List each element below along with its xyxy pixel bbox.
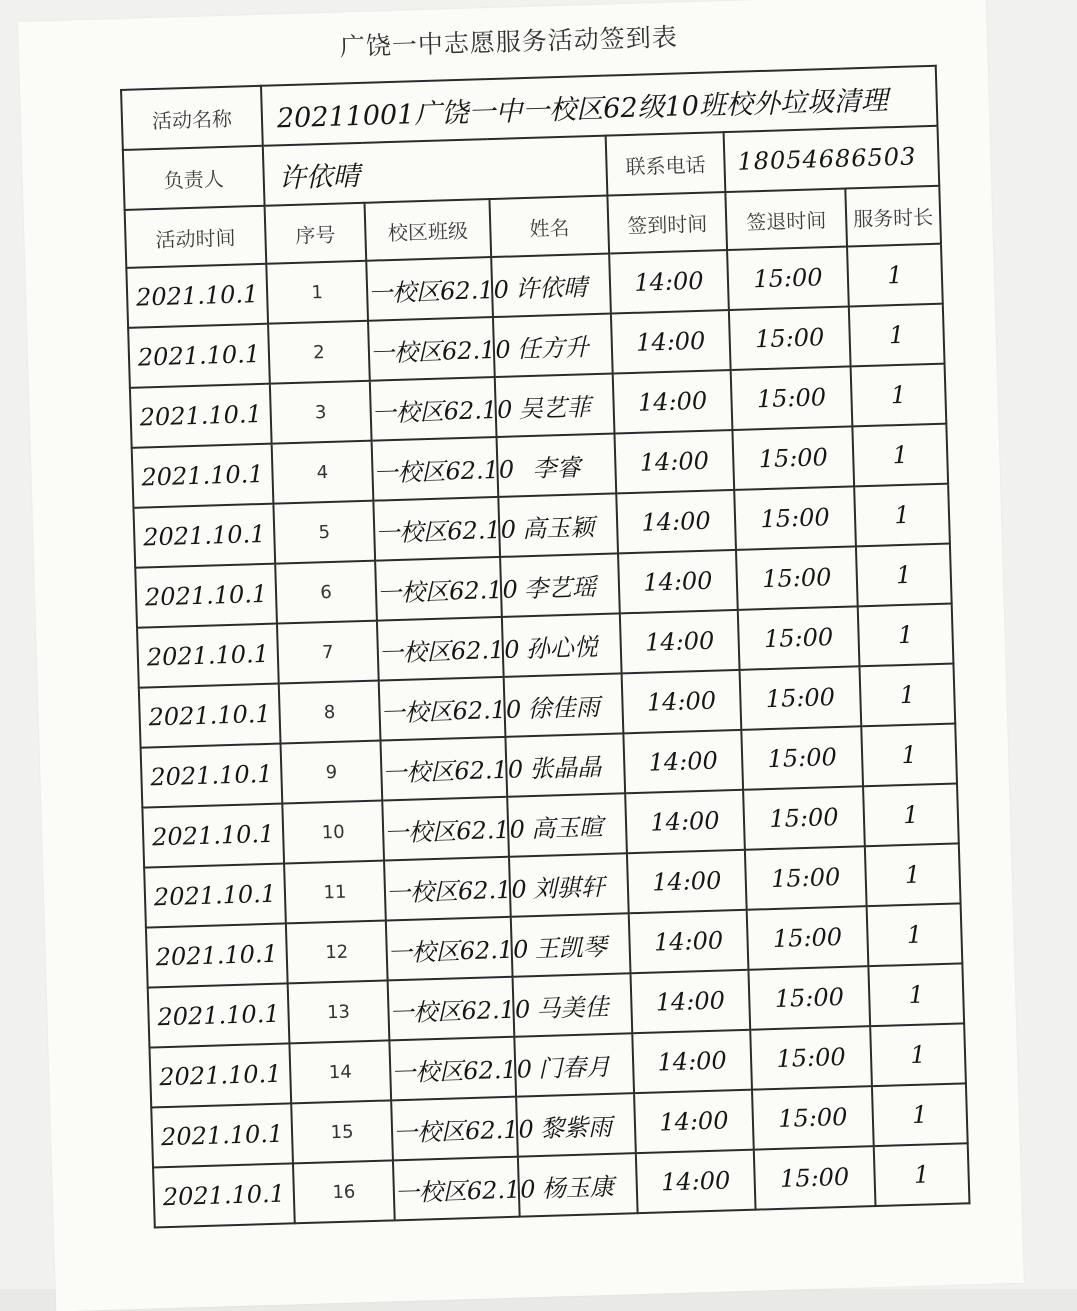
class-cell: 一校区62.10 xyxy=(389,1037,516,1101)
column-header: 校区班级 xyxy=(365,199,492,261)
check-in-cell: 14:00 xyxy=(629,910,749,973)
check-out-cell: 15:00 xyxy=(741,726,863,790)
check-in-cell: 14:00 xyxy=(609,250,729,313)
check-out-cell: 15:00 xyxy=(747,906,869,970)
phone-label: 联系电话 xyxy=(606,132,726,195)
sheet-title: 广饶一中志愿服务活动签到表 xyxy=(339,22,679,62)
seq-cell: 9 xyxy=(281,741,383,804)
hours-cell: 1 xyxy=(851,364,947,427)
check-out-cell: 15:00 xyxy=(729,306,851,370)
date-cell: 2021.10.1 xyxy=(128,324,270,388)
class-cell: 一校区62.10 xyxy=(380,737,507,801)
check-out-cell: 15:00 xyxy=(743,786,865,850)
name-cell: 孙心悦 xyxy=(502,613,622,676)
check-in-cell: 14:00 xyxy=(614,430,734,493)
class-cell: 一校区62.10 xyxy=(379,677,506,741)
check-in-cell: 14:00 xyxy=(632,1030,752,1093)
check-in-cell: 14:00 xyxy=(611,310,731,373)
check-out-cell: 15:00 xyxy=(738,606,860,670)
column-header: 姓名 xyxy=(489,196,609,257)
activity-name-value: 20211001广饶一中一校区62级10班校外垃圾清理 xyxy=(261,66,938,146)
name-cell: 高玉颖 xyxy=(498,493,618,556)
class-cell: 一校区62.10 xyxy=(370,377,497,441)
hours-cell: 1 xyxy=(872,1083,968,1146)
phone-value: 18054686503 xyxy=(724,126,940,192)
hours-cell: 1 xyxy=(868,963,964,1026)
name-cell: 王凯琴 xyxy=(511,913,631,976)
class-cell: 一校区62.10 xyxy=(375,557,502,621)
leader-value: 许依晴 xyxy=(263,136,608,206)
seq-cell: 14 xyxy=(289,1040,391,1103)
date-cell: 2021.10.1 xyxy=(144,863,286,927)
column-header: 签退时间 xyxy=(725,189,847,251)
seq-cell: 4 xyxy=(272,441,374,504)
class-cell: 一校区62.10 xyxy=(386,917,513,981)
name-cell: 马美佳 xyxy=(513,973,633,1036)
check-in-cell: 14:00 xyxy=(625,790,745,853)
seq-cell: 12 xyxy=(286,920,388,983)
leader-label: 负责人 xyxy=(123,146,265,210)
class-cell: 一校区62.10 xyxy=(377,617,504,681)
seq-cell: 13 xyxy=(288,980,390,1043)
date-cell: 2021.10.1 xyxy=(137,624,279,688)
seq-cell: 11 xyxy=(284,861,386,924)
date-cell: 2021.10.1 xyxy=(133,504,275,568)
check-in-cell: 14:00 xyxy=(636,1150,756,1213)
seq-cell: 3 xyxy=(270,381,372,444)
seq-cell: 2 xyxy=(268,321,370,384)
check-out-cell: 15:00 xyxy=(754,1146,876,1210)
class-cell: 一校区62.10 xyxy=(388,977,515,1041)
date-cell: 2021.10.1 xyxy=(139,684,281,748)
class-cell: 一校区62.10 xyxy=(384,857,511,921)
seq-cell: 16 xyxy=(293,1160,395,1223)
check-out-cell: 15:00 xyxy=(736,546,858,610)
hours-cell: 1 xyxy=(856,544,952,607)
name-cell: 任方升 xyxy=(493,314,613,377)
name-cell: 门春月 xyxy=(514,1033,634,1096)
date-cell: 2021.10.1 xyxy=(146,923,288,987)
check-in-cell: 14:00 xyxy=(613,370,733,433)
date-cell: 2021.10.1 xyxy=(130,384,272,448)
hours-cell: 1 xyxy=(858,604,954,667)
date-cell: 2021.10.1 xyxy=(151,1103,293,1167)
date-cell: 2021.10.1 xyxy=(153,1163,295,1227)
class-cell: 一校区62.10 xyxy=(373,497,500,561)
check-in-cell: 14:00 xyxy=(634,1090,754,1153)
class-cell: 一校区62.10 xyxy=(382,797,509,861)
check-out-cell: 15:00 xyxy=(740,666,862,730)
check-in-cell: 14:00 xyxy=(618,550,738,613)
check-in-cell: 14:00 xyxy=(622,670,742,733)
seq-cell: 15 xyxy=(291,1100,393,1163)
class-cell: 一校区62.10 xyxy=(366,257,493,321)
hours-cell: 1 xyxy=(870,1023,966,1086)
hours-cell: 1 xyxy=(865,843,961,906)
class-cell: 一校区62.10 xyxy=(368,317,495,381)
seq-cell: 5 xyxy=(273,501,375,564)
check-in-cell: 14:00 xyxy=(616,490,736,553)
sign-in-table xyxy=(120,65,971,1229)
hours-cell: 1 xyxy=(854,484,950,547)
check-in-cell: 14:00 xyxy=(623,730,743,793)
date-cell: 2021.10.1 xyxy=(149,1043,291,1107)
check-in-cell: 14:00 xyxy=(630,970,750,1033)
column-header: 签到时间 xyxy=(607,192,727,253)
date-cell: 2021.10.1 xyxy=(135,564,277,628)
class-cell: 一校区62.10 xyxy=(391,1097,518,1161)
column-header: 序号 xyxy=(265,203,367,264)
check-out-cell: 15:00 xyxy=(748,966,870,1030)
name-cell: 杨玉康 xyxy=(518,1153,638,1216)
hours-cell: 1 xyxy=(859,664,955,727)
date-cell: 2021.10.1 xyxy=(142,804,284,868)
check-in-cell: 14:00 xyxy=(627,850,747,913)
name-cell: 李艺瑶 xyxy=(500,553,620,616)
name-cell: 刘骐轩 xyxy=(509,853,629,916)
seq-cell: 10 xyxy=(282,801,384,864)
hours-cell: 1 xyxy=(847,244,943,307)
date-cell: 2021.10.1 xyxy=(126,264,268,328)
sign-in-sheet xyxy=(18,0,1024,1311)
check-out-cell: 15:00 xyxy=(732,426,854,490)
date-cell: 2021.10.1 xyxy=(148,983,290,1047)
activity-name-label: 活动名称 xyxy=(121,86,263,150)
check-in-cell: 14:00 xyxy=(620,610,740,673)
class-cell: 一校区62.10 xyxy=(393,1157,520,1221)
name-cell: 吴艺菲 xyxy=(495,374,615,437)
hours-cell: 1 xyxy=(863,783,959,846)
check-out-cell: 15:00 xyxy=(734,486,856,550)
hours-cell: 1 xyxy=(852,424,948,487)
name-cell: 张晶晶 xyxy=(505,733,625,796)
hours-cell: 1 xyxy=(867,903,963,966)
seq-cell: 8 xyxy=(279,681,381,744)
name-cell: 徐佳雨 xyxy=(504,673,624,736)
column-header: 活动时间 xyxy=(125,206,267,268)
check-out-cell: 15:00 xyxy=(752,1086,874,1150)
hours-cell: 1 xyxy=(849,304,945,367)
seq-cell: 6 xyxy=(275,561,377,624)
hours-cell: 1 xyxy=(861,724,957,787)
check-out-cell: 15:00 xyxy=(745,846,867,910)
check-out-cell: 15:00 xyxy=(731,366,853,430)
name-cell: 黎紫雨 xyxy=(516,1093,636,1156)
hours-cell: 1 xyxy=(874,1143,970,1206)
column-header: 服务时长 xyxy=(845,186,941,247)
check-out-cell: 15:00 xyxy=(750,1026,872,1090)
name-cell: 许依晴 xyxy=(491,254,611,317)
check-out-cell: 15:00 xyxy=(727,247,849,311)
class-cell: 一校区62.10 xyxy=(372,437,499,501)
seq-cell: 7 xyxy=(277,621,379,684)
date-cell: 2021.10.1 xyxy=(141,744,283,808)
name-cell: 高玉暄 xyxy=(507,793,627,856)
table-body xyxy=(121,66,969,1228)
date-cell: 2021.10.1 xyxy=(132,444,274,508)
name-cell: 李睿 xyxy=(497,433,617,496)
seq-cell: 1 xyxy=(266,261,368,324)
